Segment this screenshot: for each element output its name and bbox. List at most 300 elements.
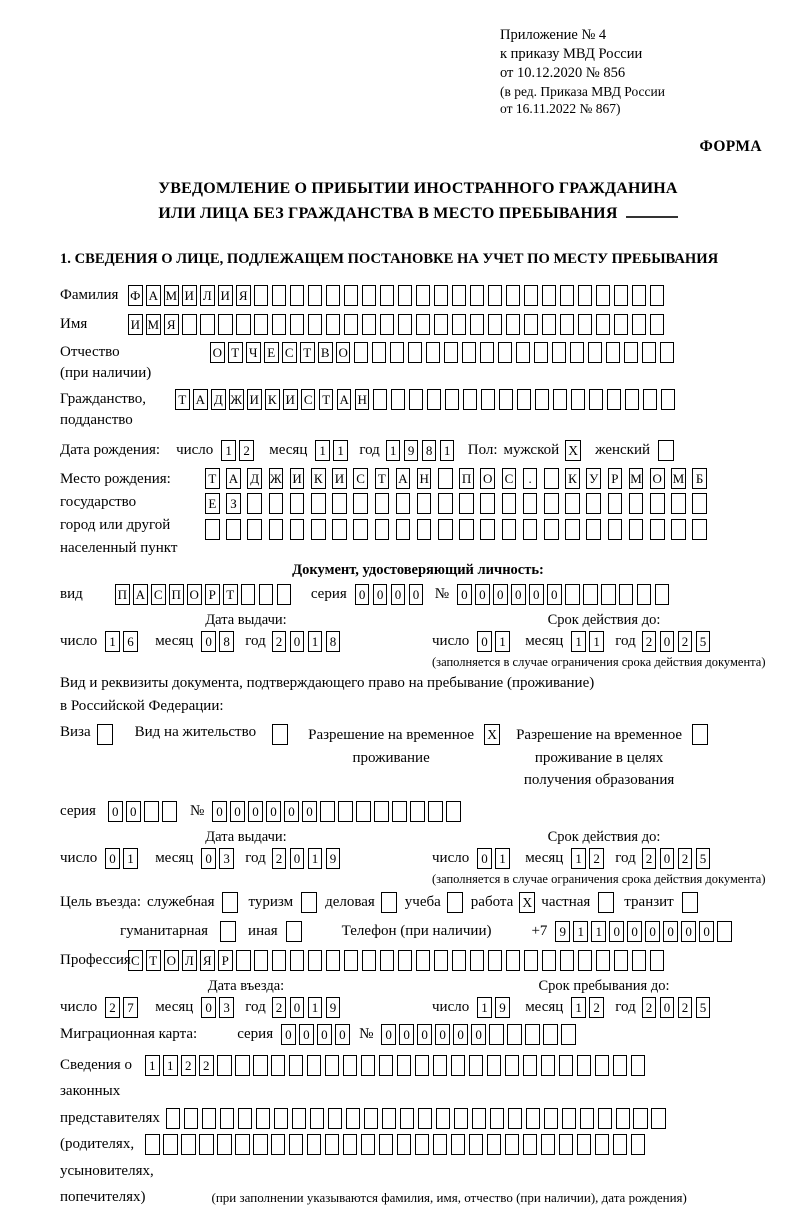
char-cell[interactable]: З [226, 493, 241, 514]
char-cell[interactable] [578, 314, 593, 335]
char-cell[interactable] [375, 493, 390, 514]
char-cell[interactable]: А [193, 389, 208, 410]
char-cell[interactable]: 0 [391, 584, 406, 605]
char-cell[interactable]: И [290, 468, 305, 489]
char-cell[interactable] [254, 314, 269, 335]
char-cell[interactable] [586, 519, 601, 540]
char-cell[interactable]: С [128, 950, 143, 971]
char-cell[interactable]: 1 [571, 848, 586, 869]
char-cell[interactable] [490, 1108, 505, 1129]
char-cell[interactable] [542, 950, 557, 971]
char-cell[interactable] [625, 389, 640, 410]
char-cell[interactable] [326, 314, 341, 335]
char-cell[interactable]: 1 [495, 631, 510, 652]
char-cell[interactable] [356, 801, 371, 822]
char-cell[interactable] [502, 493, 517, 514]
char-cell[interactable]: 0 [493, 584, 508, 605]
char-cell[interactable]: Л [182, 950, 197, 971]
char-cell[interactable]: 1 [163, 1055, 178, 1076]
char-cell[interactable]: Е [205, 493, 220, 514]
char-cell[interactable]: 0 [477, 631, 492, 652]
char-cell[interactable]: Т [205, 468, 220, 489]
char-cell[interactable] [326, 950, 341, 971]
char-cell[interactable] [271, 1134, 286, 1155]
char-cell[interactable] [272, 950, 287, 971]
char-cell[interactable] [361, 1055, 376, 1076]
char-cell[interactable] [373, 389, 388, 410]
char-cell[interactable]: 0 [627, 921, 642, 942]
char-cell[interactable] [578, 950, 593, 971]
char-cell[interactable] [553, 389, 568, 410]
char-cell[interactable] [631, 1134, 646, 1155]
char-cell[interactable] [438, 519, 453, 540]
char-cell[interactable] [344, 285, 359, 306]
char-cell[interactable] [470, 285, 485, 306]
char-cell[interactable] [235, 1055, 250, 1076]
char-cell[interactable] [200, 314, 215, 335]
char-cell[interactable]: С [282, 342, 297, 363]
char-cell[interactable]: 0 [417, 1024, 432, 1045]
char-cell[interactable] [217, 1134, 232, 1155]
char-cell[interactable] [577, 1134, 592, 1155]
char-cell[interactable] [307, 1134, 322, 1155]
char-cell[interactable]: Ж [229, 389, 244, 410]
char-cell[interactable] [596, 950, 611, 971]
char-cell[interactable] [470, 314, 485, 335]
char-cell[interactable] [560, 950, 575, 971]
char-cell[interactable]: О [187, 584, 202, 605]
char-cell[interactable] [236, 314, 251, 335]
char-cell[interactable] [426, 342, 441, 363]
char-cell[interactable] [272, 314, 287, 335]
char-cell[interactable] [525, 1024, 540, 1045]
char-cell[interactable] [608, 493, 623, 514]
char-cell[interactable]: 8 [219, 631, 234, 652]
char-cell[interactable]: 0 [660, 631, 675, 652]
char-cell[interactable]: 3 [219, 848, 234, 869]
char-cell[interactable] [226, 519, 241, 540]
gender-female-checkbox[interactable] [658, 440, 674, 461]
purpose-work-checkbox[interactable]: X [519, 892, 535, 913]
char-cell[interactable] [346, 1108, 361, 1129]
char-cell[interactable] [182, 314, 197, 335]
char-cell[interactable]: 2 [589, 997, 604, 1018]
char-cell[interactable] [438, 468, 453, 489]
char-cell[interactable] [452, 314, 467, 335]
char-cell[interactable] [344, 314, 359, 335]
char-cell[interactable]: 1 [308, 631, 323, 652]
char-cell[interactable] [328, 1108, 343, 1129]
char-cell[interactable] [417, 493, 432, 514]
char-cell[interactable]: 1 [315, 440, 330, 461]
char-cell[interactable] [454, 1108, 469, 1129]
char-cell[interactable] [633, 1108, 648, 1129]
char-cell[interactable]: 2 [678, 631, 693, 652]
char-cell[interactable] [269, 519, 284, 540]
char-cell[interactable] [480, 342, 495, 363]
char-cell[interactable]: И [128, 314, 143, 335]
char-cell[interactable] [396, 493, 411, 514]
char-cell[interactable] [343, 1055, 358, 1076]
char-cell[interactable] [470, 950, 485, 971]
char-cell[interactable] [559, 1134, 574, 1155]
visa-checkbox[interactable] [97, 724, 113, 745]
char-cell[interactable] [534, 342, 549, 363]
char-cell[interactable] [544, 468, 559, 489]
char-cell[interactable] [541, 1134, 556, 1155]
purpose-official-checkbox[interactable] [222, 892, 238, 913]
char-cell[interactable]: 9 [326, 848, 341, 869]
char-cell[interactable] [613, 1055, 628, 1076]
char-cell[interactable]: 9 [495, 997, 510, 1018]
char-cell[interactable] [292, 1108, 307, 1129]
char-cell[interactable] [236, 950, 251, 971]
char-cell[interactable] [163, 1134, 178, 1155]
char-cell[interactable]: А [146, 285, 161, 306]
char-cell[interactable]: 0 [381, 1024, 396, 1045]
char-cell[interactable] [542, 314, 557, 335]
char-cell[interactable] [650, 519, 665, 540]
char-cell[interactable] [650, 314, 665, 335]
char-cell[interactable]: Д [211, 389, 226, 410]
char-cell[interactable] [565, 519, 580, 540]
temp-residence-education-checkbox[interactable] [692, 724, 708, 745]
char-cell[interactable] [289, 1134, 304, 1155]
char-cell[interactable] [235, 1134, 250, 1155]
char-cell[interactable]: 0 [373, 584, 388, 605]
char-cell[interactable] [343, 1134, 358, 1155]
char-cell[interactable] [643, 389, 658, 410]
char-cell[interactable] [507, 1024, 522, 1045]
char-cell[interactable]: А [337, 389, 352, 410]
char-cell[interactable] [560, 285, 575, 306]
char-cell[interactable]: П [115, 584, 130, 605]
char-cell[interactable]: 0 [355, 584, 370, 605]
char-cell[interactable] [596, 314, 611, 335]
char-cell[interactable]: 0 [681, 921, 696, 942]
char-cell[interactable] [427, 389, 442, 410]
char-cell[interactable] [433, 1055, 448, 1076]
char-cell[interactable] [541, 1055, 556, 1076]
char-cell[interactable] [390, 342, 405, 363]
char-cell[interactable] [372, 342, 387, 363]
char-cell[interactable] [254, 950, 269, 971]
char-cell[interactable] [637, 584, 652, 605]
char-cell[interactable]: А [396, 468, 411, 489]
char-cell[interactable] [254, 285, 269, 306]
char-cell[interactable] [619, 584, 634, 605]
char-cell[interactable]: 1 [591, 921, 606, 942]
char-cell[interactable] [606, 342, 621, 363]
char-cell[interactable] [650, 493, 665, 514]
char-cell[interactable] [307, 1055, 322, 1076]
char-cell[interactable]: Т [223, 584, 238, 605]
char-cell[interactable]: Я [236, 285, 251, 306]
char-cell[interactable] [271, 1055, 286, 1076]
char-cell[interactable] [717, 921, 732, 942]
char-cell[interactable] [434, 950, 449, 971]
char-cell[interactable] [526, 1108, 541, 1129]
char-cell[interactable]: 0 [609, 921, 624, 942]
char-cell[interactable] [362, 950, 377, 971]
char-cell[interactable] [144, 801, 159, 822]
char-cell[interactable]: 5 [696, 631, 711, 652]
char-cell[interactable] [565, 493, 580, 514]
char-cell[interactable] [631, 1055, 646, 1076]
char-cell[interactable] [451, 1134, 466, 1155]
char-cell[interactable]: 0 [663, 921, 678, 942]
char-cell[interactable] [552, 342, 567, 363]
char-cell[interactable] [577, 1055, 592, 1076]
char-cell[interactable]: 0 [699, 921, 714, 942]
char-cell[interactable] [379, 1055, 394, 1076]
char-cell[interactable]: 0 [457, 584, 472, 605]
char-cell[interactable] [524, 314, 539, 335]
char-cell[interactable] [320, 801, 335, 822]
char-cell[interactable]: С [151, 584, 166, 605]
char-cell[interactable]: 0 [335, 1024, 350, 1045]
char-cell[interactable] [480, 519, 495, 540]
char-cell[interactable] [544, 1108, 559, 1129]
char-cell[interactable]: 1 [308, 997, 323, 1018]
char-cell[interactable]: 1 [440, 440, 455, 461]
char-cell[interactable] [332, 493, 347, 514]
char-cell[interactable]: 1 [571, 997, 586, 1018]
char-cell[interactable]: 0 [299, 1024, 314, 1045]
char-cell[interactable] [410, 801, 425, 822]
char-cell[interactable] [415, 1134, 430, 1155]
char-cell[interactable]: 0 [317, 1024, 332, 1045]
char-cell[interactable] [452, 950, 467, 971]
char-cell[interactable] [392, 801, 407, 822]
char-cell[interactable]: 0 [547, 584, 562, 605]
char-cell[interactable]: К [265, 389, 280, 410]
char-cell[interactable] [162, 801, 177, 822]
char-cell[interactable]: 2 [272, 848, 287, 869]
char-cell[interactable]: 1 [145, 1055, 160, 1076]
char-cell[interactable]: 2 [678, 997, 693, 1018]
char-cell[interactable] [205, 519, 220, 540]
char-cell[interactable]: М [146, 314, 161, 335]
char-cell[interactable] [452, 285, 467, 306]
purpose-private-checkbox[interactable] [598, 892, 614, 913]
char-cell[interactable]: 8 [422, 440, 437, 461]
char-cell[interactable] [181, 1134, 196, 1155]
char-cell[interactable] [445, 389, 460, 410]
char-cell[interactable] [380, 950, 395, 971]
char-cell[interactable]: 2 [272, 631, 287, 652]
purpose-study-checkbox[interactable] [447, 892, 463, 913]
char-cell[interactable] [462, 342, 477, 363]
char-cell[interactable]: 9 [555, 921, 570, 942]
char-cell[interactable]: О [164, 950, 179, 971]
char-cell[interactable]: 2 [678, 848, 693, 869]
char-cell[interactable]: 2 [105, 997, 120, 1018]
char-cell[interactable] [290, 950, 305, 971]
char-cell[interactable] [459, 519, 474, 540]
char-cell[interactable]: 1 [105, 631, 120, 652]
char-cell[interactable]: Т [228, 342, 243, 363]
char-cell[interactable]: И [182, 285, 197, 306]
residence-permit-checkbox[interactable] [272, 724, 288, 745]
char-cell[interactable] [338, 801, 353, 822]
char-cell[interactable] [544, 519, 559, 540]
char-cell[interactable] [589, 389, 604, 410]
char-cell[interactable]: Я [164, 314, 179, 335]
char-cell[interactable] [311, 519, 326, 540]
char-cell[interactable]: И [283, 389, 298, 410]
char-cell[interactable] [517, 389, 532, 410]
char-cell[interactable]: 0 [201, 631, 216, 652]
char-cell[interactable]: 7 [123, 997, 138, 1018]
char-cell[interactable] [400, 1108, 415, 1129]
char-cell[interactable] [523, 493, 538, 514]
char-cell[interactable] [692, 519, 707, 540]
char-cell[interactable] [543, 1024, 558, 1045]
char-cell[interactable]: 2 [181, 1055, 196, 1076]
char-cell[interactable]: У [586, 468, 601, 489]
char-cell[interactable]: 0 [471, 1024, 486, 1045]
char-cell[interactable]: Н [417, 468, 432, 489]
char-cell[interactable] [238, 1108, 253, 1129]
char-cell[interactable]: Р [608, 468, 623, 489]
char-cell[interactable] [487, 1055, 502, 1076]
char-cell[interactable] [380, 285, 395, 306]
char-cell[interactable]: 0 [108, 801, 123, 822]
char-cell[interactable]: К [311, 468, 326, 489]
char-cell[interactable]: А [133, 584, 148, 605]
char-cell[interactable] [344, 950, 359, 971]
char-cell[interactable] [692, 493, 707, 514]
char-cell[interactable] [218, 314, 233, 335]
char-cell[interactable]: Н [355, 389, 370, 410]
char-cell[interactable] [489, 1024, 504, 1045]
char-cell[interactable] [269, 493, 284, 514]
char-cell[interactable] [642, 342, 657, 363]
char-cell[interactable] [560, 314, 575, 335]
char-cell[interactable] [433, 1134, 448, 1155]
char-cell[interactable] [613, 1134, 628, 1155]
char-cell[interactable] [571, 389, 586, 410]
char-cell[interactable] [409, 389, 424, 410]
char-cell[interactable] [523, 519, 538, 540]
char-cell[interactable]: Т [146, 950, 161, 971]
char-cell[interactable] [353, 519, 368, 540]
char-cell[interactable] [444, 342, 459, 363]
purpose-other-checkbox[interactable] [286, 921, 302, 942]
char-cell[interactable]: Т [300, 342, 315, 363]
char-cell[interactable] [434, 285, 449, 306]
char-cell[interactable] [434, 314, 449, 335]
char-cell[interactable]: 1 [386, 440, 401, 461]
char-cell[interactable] [524, 285, 539, 306]
char-cell[interactable] [499, 389, 514, 410]
char-cell[interactable] [469, 1055, 484, 1076]
char-cell[interactable] [374, 801, 389, 822]
purpose-transit-checkbox[interactable] [682, 892, 698, 913]
char-cell[interactable] [508, 1108, 523, 1129]
char-cell[interactable] [416, 950, 431, 971]
char-cell[interactable] [578, 285, 593, 306]
char-cell[interactable] [661, 389, 676, 410]
char-cell[interactable] [542, 285, 557, 306]
char-cell[interactable]: 0 [660, 997, 675, 1018]
char-cell[interactable] [308, 950, 323, 971]
char-cell[interactable]: Б [692, 468, 707, 489]
char-cell[interactable]: 0 [290, 848, 305, 869]
char-cell[interactable] [505, 1055, 520, 1076]
char-cell[interactable]: Р [205, 584, 220, 605]
char-cell[interactable] [396, 519, 411, 540]
char-cell[interactable]: 0 [290, 997, 305, 1018]
char-cell[interactable] [380, 314, 395, 335]
char-cell[interactable]: 0 [126, 801, 141, 822]
char-cell[interactable] [398, 285, 413, 306]
char-cell[interactable] [481, 389, 496, 410]
char-cell[interactable] [601, 584, 616, 605]
char-cell[interactable]: О [650, 468, 665, 489]
char-cell[interactable]: 3 [219, 997, 234, 1018]
char-cell[interactable] [506, 950, 521, 971]
char-cell[interactable]: 1 [573, 921, 588, 942]
char-cell[interactable] [311, 493, 326, 514]
char-cell[interactable]: Я [200, 950, 215, 971]
char-cell[interactable] [544, 493, 559, 514]
char-cell[interactable] [382, 1108, 397, 1129]
char-cell[interactable]: 2 [642, 848, 657, 869]
char-cell[interactable] [463, 389, 478, 410]
char-cell[interactable]: 0 [230, 801, 245, 822]
char-cell[interactable] [459, 493, 474, 514]
char-cell[interactable]: 1 [589, 631, 604, 652]
char-cell[interactable]: 0 [201, 997, 216, 1018]
char-cell[interactable]: 2 [642, 631, 657, 652]
char-cell[interactable]: И [218, 285, 233, 306]
char-cell[interactable] [332, 519, 347, 540]
char-cell[interactable] [632, 950, 647, 971]
char-cell[interactable]: 2 [272, 997, 287, 1018]
char-cell[interactable] [436, 1108, 451, 1129]
char-cell[interactable]: И [247, 389, 262, 410]
char-cell[interactable] [616, 1108, 631, 1129]
char-cell[interactable] [506, 285, 521, 306]
char-cell[interactable] [650, 950, 665, 971]
char-cell[interactable] [438, 493, 453, 514]
gender-male-checkbox[interactable]: X [565, 440, 581, 461]
temp-residence-checkbox[interactable]: X [484, 724, 500, 745]
char-cell[interactable] [364, 1108, 379, 1129]
char-cell[interactable]: М [671, 468, 686, 489]
char-cell[interactable] [289, 1055, 304, 1076]
char-cell[interactable]: 5 [696, 997, 711, 1018]
char-cell[interactable] [361, 1134, 376, 1155]
purpose-business-checkbox[interactable] [381, 892, 397, 913]
char-cell[interactable]: 1 [123, 848, 138, 869]
char-cell[interactable] [488, 285, 503, 306]
char-cell[interactable] [588, 342, 603, 363]
char-cell[interactable] [472, 1108, 487, 1129]
char-cell[interactable] [487, 1134, 502, 1155]
char-cell[interactable] [241, 584, 256, 605]
char-cell[interactable]: 0 [281, 1024, 296, 1045]
char-cell[interactable] [655, 584, 670, 605]
char-cell[interactable] [614, 314, 629, 335]
char-cell[interactable]: 1 [477, 997, 492, 1018]
char-cell[interactable]: 0 [212, 801, 227, 822]
char-cell[interactable]: Р [218, 950, 233, 971]
char-cell[interactable] [247, 519, 262, 540]
char-cell[interactable]: 0 [266, 801, 281, 822]
